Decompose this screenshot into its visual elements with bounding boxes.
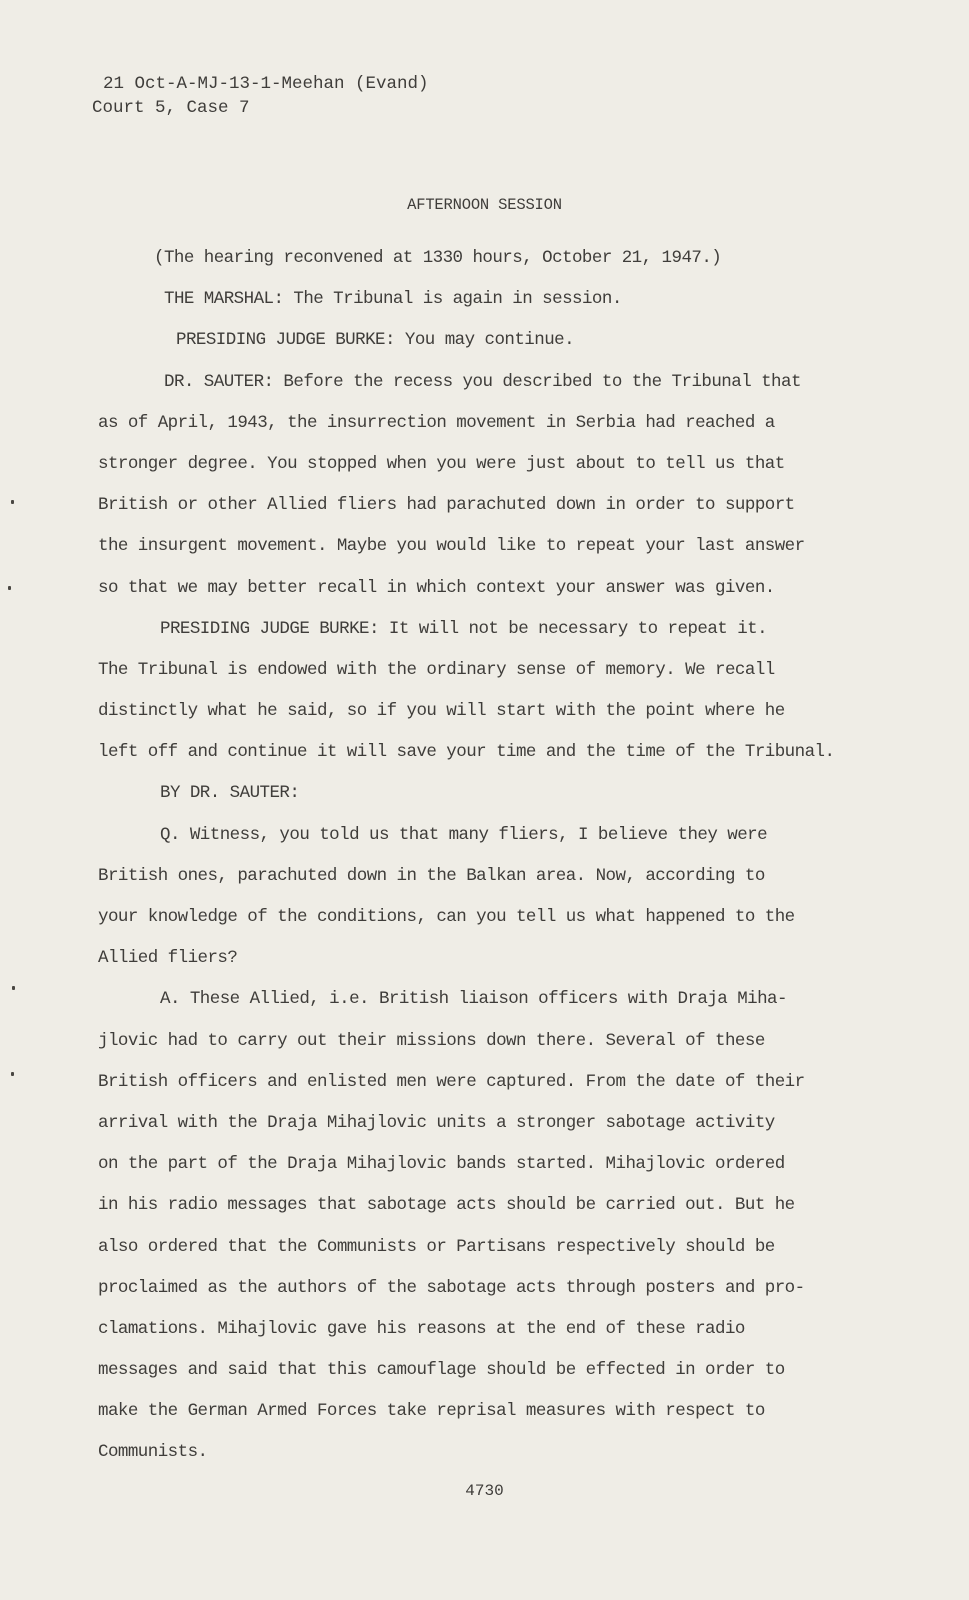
transcript-line: PRESIDING JUDGE BURKE: It will not be necessary to repeat it. <box>160 618 768 639</box>
transcript-line: on the part of the Draja Mihajlovic bands started. Mihajlovic ordered <box>98 1154 785 1175</box>
transcript-line: also ordered that the Communists or Partisans respectively should be <box>98 1236 775 1257</box>
transcript-line: Allied fliers? <box>98 948 238 969</box>
transcript-line: THE MARSHAL: The Tribunal is again in session. <box>164 289 622 310</box>
transcript-line: PRESIDING JUDGE BURKE: You may continue. <box>176 330 575 351</box>
transcript-body <box>98 238 868 1474</box>
transcript-line: your knowledge of the conditions, can you tell us what happened to the <box>98 907 795 927</box>
margin-mark <box>11 500 14 504</box>
transcript-line: messages and said that this camouflage should be effected in order to <box>98 1360 785 1381</box>
page-number: 4730 <box>465 1482 504 1500</box>
margin-mark <box>11 1072 14 1076</box>
transcript-line: BY DR. SAUTER: <box>160 783 300 804</box>
transcript-line: jlovic had to carry out their missions down there. Several of these <box>98 1030 765 1051</box>
transcript-line: distinctly what he said, so if you will start with the point where he <box>98 701 785 722</box>
transcript-line: (The hearing reconvened at 1330 hours, October 21, 1947.) <box>154 248 722 268</box>
transcript-line: proclaimed as the authors of the sabotage acts through posters and pro- <box>98 1277 805 1298</box>
header-line-2: Court 5, Case 7 <box>92 98 250 118</box>
margin-mark <box>8 586 11 590</box>
transcript-line: left off and continue it will save your time and the time of the Tribunal. <box>98 742 835 763</box>
transcript-line: so that we may better recall in which context your answer was given. <box>98 577 775 598</box>
transcript-line: A. These Allied, i.e. British liaison officers with Draja Miha- <box>160 989 787 1010</box>
transcript-line: The Tribunal is endowed with the ordinary sense of memory. We recall <box>98 659 775 680</box>
document-header <box>92 72 429 120</box>
transcript-line: the insurgent movement. Maybe you would like to repeat your last answer <box>98 536 805 557</box>
header-line-1: 21 Oct-A-MJ-13-1-Meehan (Evand) <box>103 74 429 94</box>
transcript-line: stronger degree. You stopped when you were just about to tell us that <box>98 453 785 474</box>
transcript-line: Q. Witness, you told us that many fliers, I believe they were <box>160 824 768 845</box>
transcript-line: British officers and enlisted men were captured. From the date of their <box>98 1071 805 1092</box>
transcript-line: in his radio messages that sabotage acts should be carried out. But he <box>98 1195 795 1216</box>
transcript-line: clamations. Mihajlovic gave his reasons at the end of these radio <box>98 1318 745 1339</box>
transcript-line: make the German Armed Forces take reprisal measures with respect to <box>98 1401 765 1422</box>
transcript-line: Communists. <box>98 1442 208 1463</box>
session-title: AFTERNOON SESSION <box>407 196 562 214</box>
transcript-line: British ones, parachuted down in the Balkan area. Now, according to <box>98 865 765 886</box>
transcript-line: British or other Allied fliers had parachuted down in order to support <box>98 495 795 516</box>
transcript-line: as of April, 1943, the insurrection movement in Serbia had reached a <box>98 412 775 433</box>
transcript-line: arrival with the Draja Mihajlovic units a stronger sabotage activity <box>98 1112 775 1133</box>
transcript-line: DR. SAUTER: Before the recess you described to the Tribunal that <box>164 371 801 392</box>
margin-mark <box>12 986 15 990</box>
